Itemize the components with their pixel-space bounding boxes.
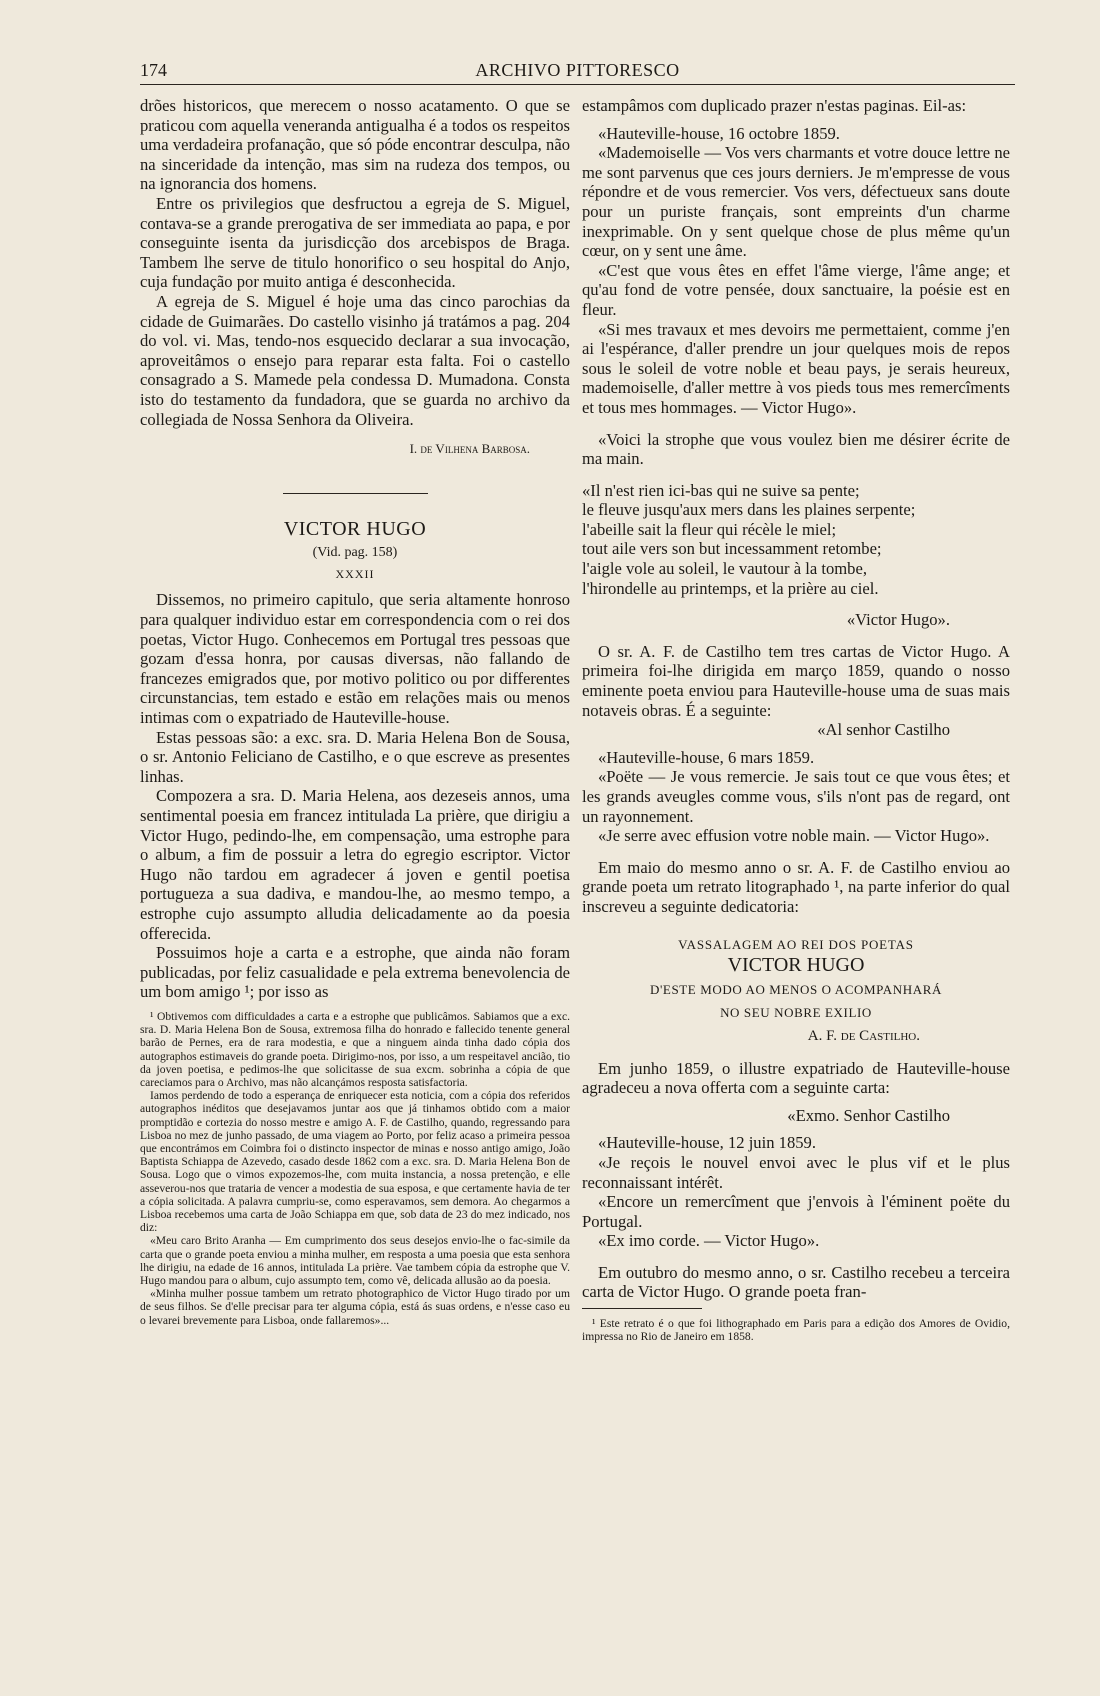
paragraph: O sr. A. F. de Castilho tem tres cartas de Victor Hugo. A primeira foi-lhe dirigida em março 1859, quando o nosso eminente poeta enviou para Hauteville-house uma de suas mais notaveis obras. É a seguinte:: [582, 641, 1010, 720]
dedication-signature: A. F. de Castilho.: [807, 1027, 920, 1044]
letter-line: «Ex imo corde. — Victor Hugo».: [598, 1231, 820, 1251]
dedication: [582, 935, 1010, 1047]
letter-line: «Encore un remercîment que j'envois à l'éminent poëte du Portugal.: [582, 1192, 1010, 1231]
footnote: ¹ Este retrato é o que foi lithographado em Paris para a edição dos Amores de Ovidio, impressa no Rio de Janeiro em 1858.: [582, 1317, 1010, 1344]
letter-line: «Hauteville-house, 12 juin 1859.: [598, 1133, 816, 1153]
paragraph: drões historicos, que merecem o nosso acatamento. O que se praticou com aquella veneranda antigualha é a todos os respeitos uma verdadeira profanação, que só póde encontrar desculpa, não na sinceridade da intenção, mas sim na rudeza dos tempos, ou na ignorancia dos homens.: [140, 96, 570, 194]
paragraph: estampâmos com duplicado prazer n'estas paginas. Eil-as:: [582, 96, 967, 115]
verse-line: «Il n'est rien ici-bas qui ne suive sa pente;: [582, 480, 860, 500]
letter-line: «Mademoiselle — Vos vers charmants et votre douce lettre ne me sont parvenus que ces jours derniers. Je m'empresse de vous répondre et de vous remercier. Vos vers, défectueux sans doute pour un puriste français, sont empreints d'un charme inexprimable. On y sent quelque chose de plus même qu'un cœur, on y sent une âme.: [582, 143, 1010, 261]
verse-line: l'hirondelle au printemps, et la prière au ciel.: [582, 578, 879, 598]
strophe: [582, 481, 1010, 599]
dedication-line: VASSALAGEM AO REI DOS POETAS: [678, 936, 914, 952]
paragraph: Em maio do mesmo anno o sr. A. F. de Castilho enviou ao grande poeta um retrato litographado ¹, na parte inferior do qual inscreveu a seguinte dedicatoria:: [582, 857, 1010, 916]
letter-line: «C'est que vous êtes en effet l'âme vierge, l'âme ange; et qu'au fond de votre pensée, doux sanctuaire, la poésie est en fleur.: [582, 260, 1010, 319]
page-number: 174: [140, 60, 167, 80]
paragraph: Possuimos hoje a carta e a estrophe, que ainda não foram publicadas, por feliz casualidade e pela extrema benevolencia de um bom amigo ¹; por isso as: [140, 943, 570, 1002]
dedication-line: NO SEU NOBRE EXILIO: [720, 1005, 872, 1021]
letter-line: «Si mes travaux et mes devoirs me permettaient, comme j'en ai l'espérance, d'aller prendre un jour quelques mois de repos sous le soleil de votre noble et beau pays, je serais heureux, mademoiselle, d'aller mettre à vos pieds tous mes remercîments et tous mes hommages. — Victor Hugo».: [582, 319, 1010, 417]
verse-line: l'abeille sait la fleur qui récèle le miel;: [582, 519, 837, 539]
chapter-number: XXXII: [335, 566, 375, 581]
letter-salutation: «Al senhor Castilho: [817, 720, 950, 740]
footnote: «Meu caro Brito Aranha — Em cumprimento dos seus desejos envio-lhe o fac-simile da carta que o grande poeta enviou a minha mulher, em resposta a uma poesia que esta senhora lhe dirigiu, na edade de 16 annos, intitulada La prière. Vae tambem cópia da estrophe que V. Hugo mandou para o album, cujo assumpto tem, como vê, delicada allusão ao da poesia.: [140, 1234, 570, 1287]
page-header: [140, 58, 1015, 85]
paragraph: Em junho 1859, o illustre expatriado de Hauteville-house agradeceu a nova offerta com a seguinte carta:: [582, 1058, 1010, 1098]
footnote: «Minha mulher possue tambem um retrato photographico de Victor Hugo tirado por um de seus filhos. Se d'elle precisar para ter alguma cópia, está ás suas ordens, e n'esse caso eu o levarei brevemente para Lisboa, onde fallaremos»...: [140, 1287, 570, 1327]
footnote: Iamos perdendo de todo a esperança de enriquecer esta noticia, com a cópia dos referidos autographos inéditos que desejavamos juntar aos que já tinhamos obtido com a maior promptidão e cortezia do nosso mestre e amigo A. F. de Castilho, quando, regressando para Lisboa no mez de junho passado, de uma viagem ao Porto, por feliz acaso a primeira pessoa que encontrámos em Coimbra foi o distincto inspector de minas e nosso antigo amigo, João Baptista Schiappa de Azevedo, casado desde 1862 com a exc. sra. D. Maria Helena Bon de Sousa. Logo que o vimos expozemos-lhe, com muita instancia, a nossa pretenção, e elle asseverou-nos que trataria de vencer a modestia de sua esposa, e que certamente havia de ter a cópia solicitada. A palavra cumpriu-se, como esperavamos, sem demora. Ao chegarmos a Lisboa recebemos uma carta de João Schiappa em que, sob data de 23 do mez indicado, nos diz:: [140, 1089, 570, 1235]
verse-line: tout aile vers son but incessamment retombe;: [582, 539, 882, 559]
article-title: VICTOR HUGO: [283, 517, 427, 540]
author-signature: I. de Vilhena Barbosa.: [409, 441, 530, 457]
letter-line: «Je serre avec effusion votre noble main. — Victor Hugo».: [598, 826, 990, 846]
footnote-block: [582, 1317, 1010, 1343]
verse-line: l'aigle vole au soleil, le vautour à la tombe,: [582, 559, 867, 579]
paragraph: Estas pessoas são: a exc. sra. D. Maria Helena Bon de Sousa, o sr. Antonio Feliciano de Castilho, e o que escreve as presentes linhas.: [140, 727, 570, 786]
dedication-name: VICTOR HUGO: [727, 954, 865, 977]
paragraph: «Voici la strophe que vous voulez bien me désirer écrite de ma main.: [582, 429, 1010, 469]
letter-line: «Poëte — Je vous remercie. Je sais tout ce que vous êtes; et les grands aveugles comme vous, s'ils n'ont pas de regard, ont un rayonnement.: [582, 767, 1010, 826]
letter-line: «Hauteville-house, 16 octobre 1859.: [598, 123, 840, 143]
strophe-signature: «Victor Hugo».: [846, 610, 950, 630]
article-reference: (Vid. pag. 158): [312, 545, 398, 561]
letter-line: «Hauteville-house, 6 mars 1859.: [598, 747, 815, 767]
paragraph: Em outubro do mesmo anno, o sr. Castilho recebeu a terceira carta de Victor Hugo. O grande poeta fran-: [582, 1262, 1010, 1302]
running-title: ARCHIVO PITTORESCO: [475, 60, 680, 80]
paragraph: Entre os privilegios que desfructou a egreja de S. Miguel, contava-se a grande prerogativa de ser immediata ao papa, e por conseguinte isenta da jurisdicção dos arcebispos de Braga. Tambem lhe serve de titulo honorifico o seu hospital do Anjo, cuja fundação por muito antiga é desconhecida.: [140, 193, 570, 292]
paragraph: Dissemos, no primeiro capitulo, que seria altamente honroso para qualquer individuo estar em correspondencia com o rei dos poetas, Victor Hugo. Conhecemos em Portugal tres pessoas que gozam d'essa honra, por causas diversas, não fallando de francezes emigrados que, por motivo politico ou por differentes circunstancias, tem estado e estão em relações mais ou menos intimas com o expatriado de Hauteville-house.: [140, 590, 570, 728]
right-column: [582, 96, 1010, 1343]
paragraph: A egreja de S. Miguel é hoje uma das cinco parochias da cidade de Guimarães. Do castello visinho já tratámos a pag. 204 do vol. vi. Mas, tendo-nos esquecido declarar a sua invocação, aproveitâmos o ensejo para reparar esta falta. Foi o castello consagrado a S. Mamede pela condessa D. Mumadona. Consta isto do testamento da fundadora, que se guarda no archivo da collegiada de Nossa Senhora da Oliveira.: [140, 291, 570, 429]
left-column: [140, 96, 570, 1327]
footnote-block: [140, 1010, 570, 1327]
paragraph: Compozera a sra. D. Maria Helena, aos dezeseis annos, uma sentimental poesia em francez intitulada La prière, que dirigiu a Victor Hugo, pedindo-lhe, em compensação, uma estrophe para o album, a fim de possuir a letra do egregio escriptor. Victor Hugo não tardou em agradecer á joven e gentil poetisa portugueza a sua dadiva, e mandou-lhe, ao mesmo tempo, a estrophe cujo assumpto alludia delicadamente ao da poesia offerecida.: [140, 786, 570, 943]
section-divider: [283, 493, 428, 494]
letter-salutation: «Exmo. Senhor Castilho: [787, 1105, 950, 1125]
footnote: ¹ Obtivemos com difficuldades a carta e a estrophe que publicâmos. Sabiamos que a exc. sra. D. Maria Helena Bon de Sousa, extremosa filha do honrado e fallecido tenente general barão de Pernes, era de rara modestia, e que a ninguem ainda tinha dado cópia dos autographos estimaveis do grande poeta. Dirigimo-nos, por isso, a um respeitavel ancião, tio da joven poetisa, e pedimos-lhe que solicitasse de sua excm. sobrinha a cópia de que careciamos para o Archivo, mas não alcançámos resposta satisfactoria.: [140, 1009, 570, 1089]
letter-line: «Je reçois le nouvel envoi avec le plus vif et le plus reconnaissant intérêt.: [582, 1152, 1010, 1192]
footnote-divider: [582, 1308, 702, 1309]
dedication-line: D'ESTE MODO AO MENOS O ACOMPANHARÁ: [649, 981, 943, 997]
verse-line: le fleuve jusqu'aux mers dans les plaines serpente;: [582, 500, 916, 520]
